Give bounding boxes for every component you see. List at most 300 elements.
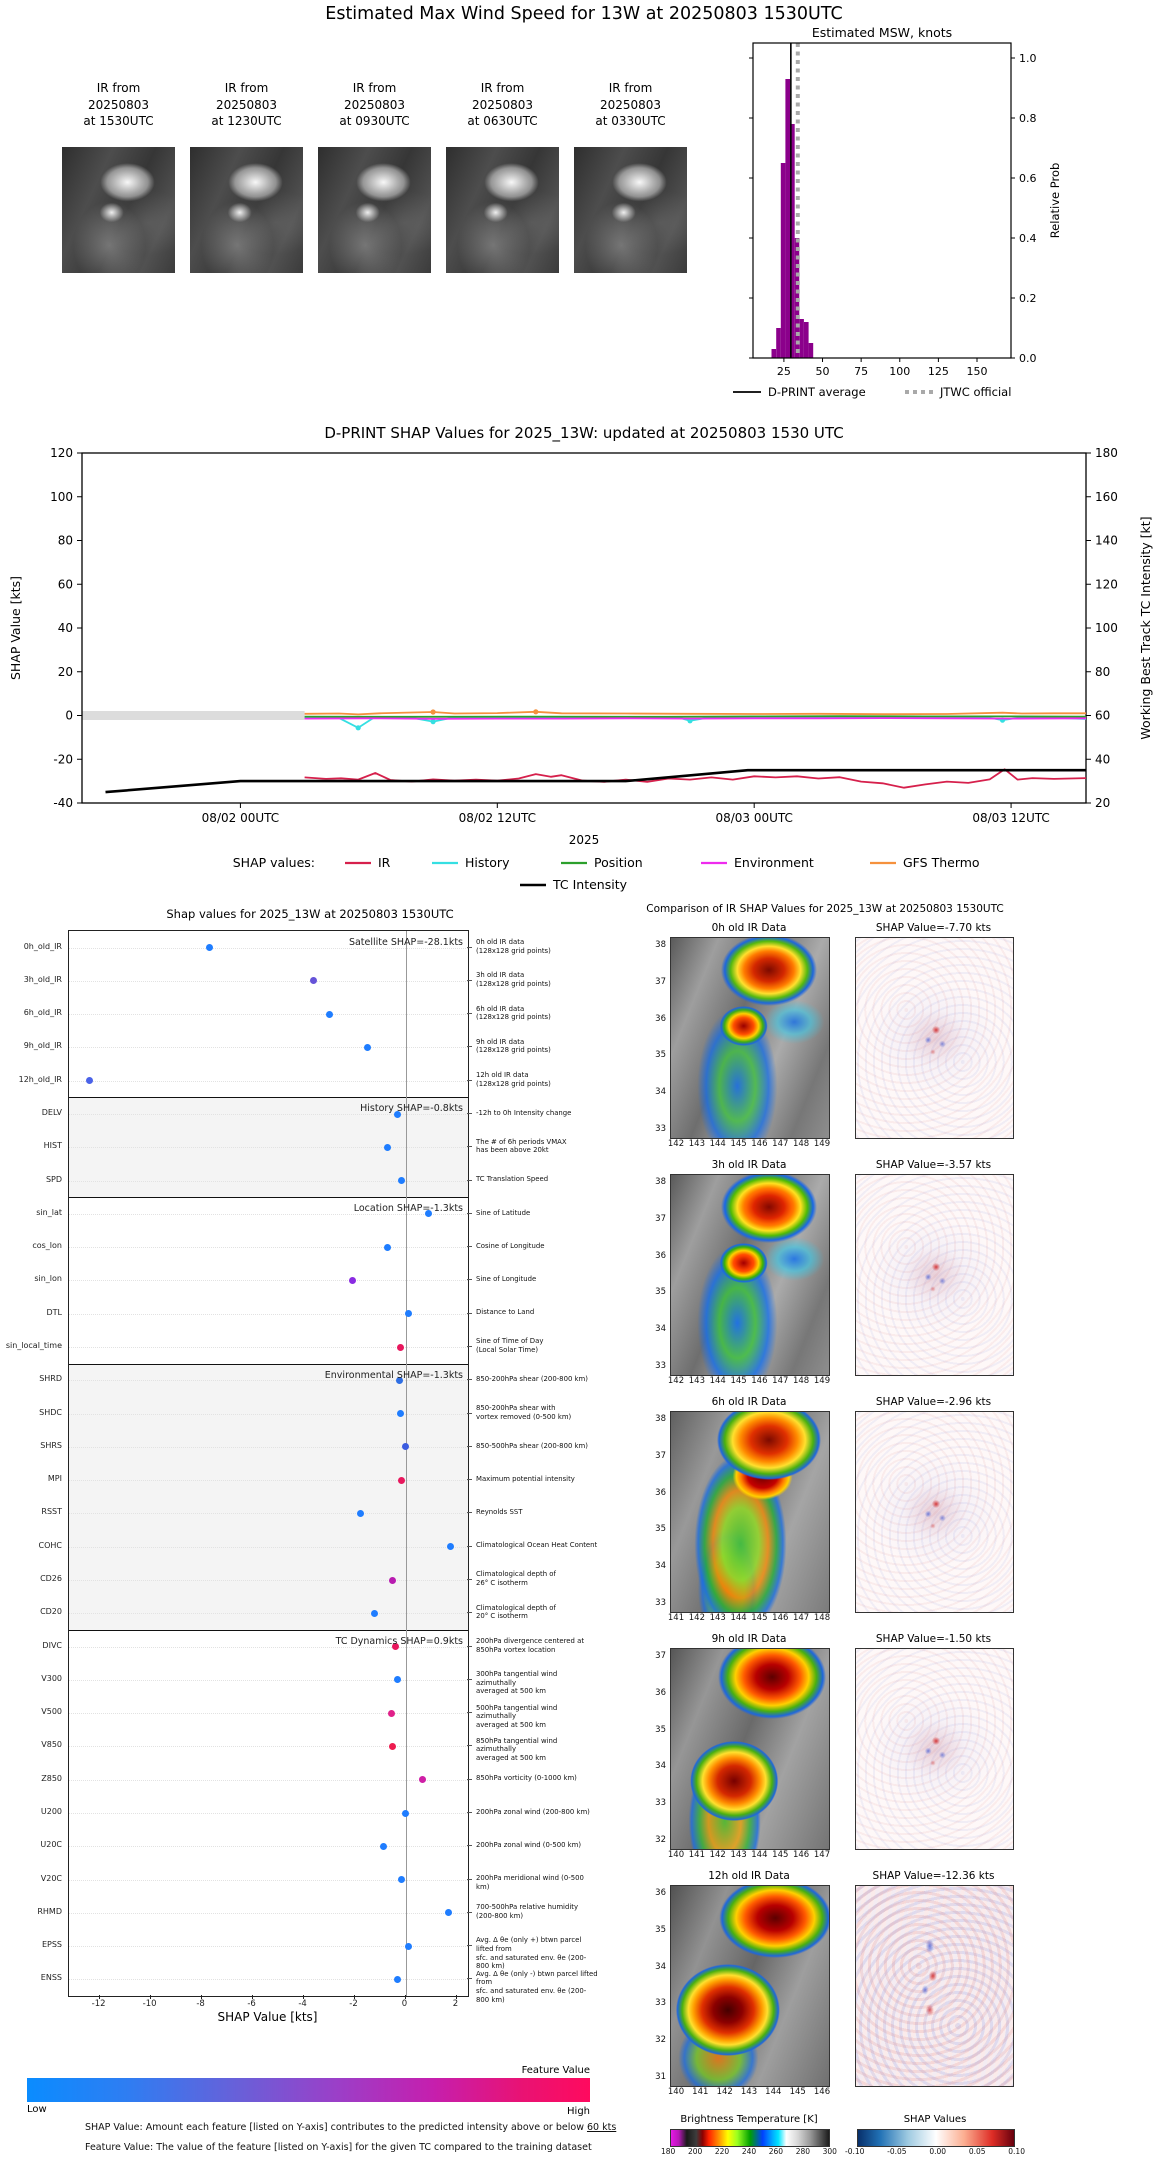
desc-line: Climatological depth of [476,1570,556,1579]
desc-line: 200hPa divergence centered at [476,1636,585,1645]
shap-cb-tick-label: 0.10 [1008,2147,1025,2156]
lon-tick-label: 143 [688,1376,705,1386]
hist-bar [785,79,790,358]
feature-label-DELV: DELV [41,1108,62,1118]
feature-label-EPSS: EPSS [41,1940,62,1950]
ir-panel-title: 3h old IR Data [711,1159,787,1171]
shap-image [855,1648,1014,1850]
lon-tick-label: 145 [772,1850,789,1860]
xtick-label: -12 [91,1999,106,2009]
lat-tick-label: 35 [655,1050,666,1061]
desc-line: Cosine of Longitude [476,1241,545,1250]
caption-line: IR from [480,81,525,95]
ir-thumbnail [190,80,303,275]
lon-tick-label: 145 [730,1376,747,1386]
feature-label-SPD: SPD [45,1174,62,1184]
shap-dot-EPSS [405,1943,412,1950]
feature-label-V300: V300 [41,1673,62,1683]
ts-frame [82,453,1086,803]
lat-tick-label: 33 [655,1998,666,2009]
desc-line: 300hPa tangential wind azimuthally [476,1670,558,1687]
legend-label-jtwc: JTWC official [940,385,1012,399]
hist-ylabel-right: Relative Prob [1048,162,1062,239]
shap-image [855,1411,1014,1613]
feature-label-DTL: DTL [46,1307,62,1317]
lon-tick-label: 143 [688,1139,705,1149]
xtick-label: 08/03 12UTC [972,811,1050,825]
lat-tick-label: 33 [655,1798,666,1809]
desc-tick-mark [467,1479,472,1480]
lat-tick-label: 38 [655,1177,666,1187]
desc-tick-mark [467,1612,472,1613]
shap-panel-title: SHAP Value=-2.96 kts [875,1396,992,1408]
shap-cb-tick-label: 0.00 [929,2147,947,2156]
lon-tick-label: 142 [716,2087,733,2097]
row-gridline [69,1680,468,1681]
desc-line: 700-500hPa relative humidity [476,1903,579,1912]
series-line-TC Intensity [106,770,1087,792]
shap-dot-CD26 [389,1577,396,1584]
caption-line: at 0630UTC [467,114,538,128]
desc-line: Avg. Δ θe (only +) btwn parcel lifted from [476,1936,582,1954]
caption-line: at 1530UTC [83,114,154,128]
xtick-label: 08/02 00UTC [201,811,280,825]
desc-tick-mark [467,1346,472,1347]
desc-tick-mark [467,1679,472,1680]
series-marker [431,709,436,714]
lat-tick-label: 35 [655,1524,666,1535]
ir-image [670,1648,830,1850]
ytick-label-left: -40 [53,796,73,810]
feature-label-SHRS: SHRS [40,1440,62,1450]
legend-label-TC-Intensity: TC Intensity [553,877,628,892]
lat-tick-label: 34 [655,1761,666,1772]
feature-label-Z850: Z850 [41,1773,62,1783]
xtick-label: -6 [247,1999,256,2009]
lon-tick-label: 144 [730,1613,747,1623]
ir-shap-comparison-section [520,895,1168,2158]
desc-line: sfc. and saturated env. θe (200-800 km) [476,1953,587,1971]
desc-line: vortex removed (0-500 km) [476,1412,572,1421]
section-annotation-TC-Dynamics: TC Dynamics SHAP=0.9kts [335,1635,463,1647]
feature-label-6h_old_IR: 6h_old_IR [23,1008,62,1018]
lat-tick-label: 35 [655,1287,666,1298]
lon-tick-label: 145 [730,1139,747,1149]
lon-tick-label: 141 [692,2087,709,2097]
row-gridline [69,1181,468,1182]
ir-thumbnail-caption [190,80,303,130]
ir-image [670,1411,830,1613]
caption-line: IR from [352,81,397,95]
ytick-label: 1.0 [1019,52,1037,65]
bt-tick-label: 300 [822,2147,837,2156]
hist-title: Estimated MSW, knots [811,25,953,40]
row-gridline [69,981,468,982]
comparison-row-3 [520,1633,1168,1870]
feature-label-ENSS: ENSS [40,1973,62,1983]
msw-histogram [700,24,1168,416]
bt-colorbar-ticks [661,2147,837,2156]
legend-label-History: History [465,855,510,870]
row-gridline [69,1913,468,1914]
hist-bar [781,163,786,358]
ytick-label-right: 120 [1095,577,1118,592]
bt-tick-label: 200 [687,2147,703,2156]
desc-line: Sine of Latitude [476,1208,531,1217]
ir-thumbnail [62,80,175,275]
series-line-Position [305,716,1086,717]
shap-image [855,1174,1014,1376]
xtick-label: 150 [966,365,988,378]
lon-tick-label: 145 [789,2087,806,2097]
lon-tick-label: 144 [765,2087,782,2097]
desc-line: sfc. and saturated env. θe (200-800 km) [476,1986,587,2004]
desc-tick-mark [467,1978,472,1979]
lat-tick-label: 33 [655,1124,666,1134]
row-gridline [69,1846,468,1847]
xtick-label: 100 [889,365,911,378]
shap-dot-SHDC [397,1410,404,1417]
feature-label-CD20: CD20 [40,1607,62,1617]
ytick-label-left: 40 [57,621,73,635]
caption-line: 20250803 [87,97,150,112]
shap-dot-Z850 [419,1776,426,1783]
desc-tick-mark [467,1013,472,1014]
legend-title: SHAP values: [232,855,315,870]
ir-thumbnail-caption [574,80,687,130]
lon-tick-label: 143 [730,1850,747,1860]
shap-dot-COHC [447,1543,454,1550]
xtick-label: 0 [401,1999,408,2009]
xtick-label: 125 [927,365,949,378]
comparison-row-4 [520,1870,1168,2107]
ir-thumbnail-caption [318,80,431,130]
lat-tick-label: 33 [655,1361,666,1371]
desc-tick-mark [467,1812,472,1813]
bt-colorbar [670,2129,830,2147]
desc-tick-mark [467,1779,472,1780]
desc-tick-mark [467,1745,472,1746]
hist-bar [799,319,804,358]
timeseries-title: D-PRINT SHAP Values for 2025_13W: updated at 20250803 1530 UTC [324,424,844,442]
bt-colorbar-title: Brightness Temperature [K] [680,2114,818,2125]
desc-line: TC Translation Speed [476,1175,549,1184]
legend-label-IR: IR [378,855,391,870]
lon-tick-label: 143 [709,1613,726,1623]
desc-line: averaged at 500 km [476,1687,546,1696]
ytick-label-right: 80 [1095,664,1111,679]
desc-tick-mark [467,1146,472,1147]
colorbar-high-label: High [567,2106,590,2117]
desc-line: averaged at 500 km [476,1753,546,1762]
bt-tick-label: 260 [768,2147,784,2156]
lon-tick-label: 146 [751,1139,768,1149]
ir-image [670,937,830,1139]
shap-dot-HIST [384,1144,391,1151]
ts-ylabel-left: SHAP Value [kts] [8,575,23,681]
series-line-IR [305,769,1086,787]
feature-label-0h_old_IR: 0h_old_IR [23,941,62,951]
desc-tick-mark [467,1246,472,1247]
bt-tick-label: 240 [741,2147,757,2156]
ytick-label: 0.2 [1019,292,1037,305]
desc-line: (128x128 grid points) [476,946,551,955]
lat-tick-label: 36 [655,1487,666,1498]
lat-tick-label: 38 [655,1414,666,1424]
feature-label-3h_old_IR: 3h_old_IR [23,974,62,984]
row-gridline [69,1746,468,1747]
lon-tick-label: 147 [792,1613,810,1623]
feature-label-SHDC: SHDC [39,1407,62,1417]
feature-label-cos_lon: cos_lon [32,1241,62,1251]
legend-label-Environment: Environment [734,855,814,870]
row-gridline [69,1513,468,1514]
colorbar-low-label: Low [27,2104,47,2115]
lon-tick-label: 146 [792,1850,810,1860]
lat-tick-label: 37 [655,976,666,987]
shap-dot-0h_old_IR [206,944,213,951]
shap-cb-tick-label: 0.05 [968,2147,986,2156]
bt-tick-label: 180 [661,2147,676,2156]
caption-line: 20250803 [471,97,534,112]
row-gridline [69,1414,468,1415]
desc-line: 12h old IR data [476,1071,529,1080]
ytick-label-right: 140 [1095,533,1118,548]
lon-tick-label: 146 [813,2087,831,2097]
ytick-label-right: 100 [1095,621,1118,635]
ytick-label-left: -20 [53,752,73,767]
lat-tick-label: 32 [655,2035,666,2046]
ytick-label-right: 60 [1095,708,1111,723]
section-annotation-History: History SHAP=-0.8kts [360,1103,463,1115]
lat-tick-label: 31 [655,2072,666,2082]
ir-thumbnail-strip [0,0,720,300]
section-annotation-Location: Location SHAP=-1.3kts [353,1203,463,1215]
dotplot-title: Shap values for 2025_13W at 20250803 1530UTC [166,907,454,921]
feature-label-sin_lat: sin_lat [36,1207,62,1217]
xtick-label: -4 [298,1999,307,2009]
caption-line: 20250803 [343,97,406,112]
lat-tick-label: 35 [655,1724,666,1735]
shap-colorbar [857,2129,1015,2147]
hist-bar [776,328,781,358]
ytick-label-right: 20 [1095,796,1111,810]
ir-panel-title: 12h old IR Data [708,1870,790,1882]
ir-thumbnail-caption [446,80,559,130]
row-gridline [69,1880,468,1881]
ir-thumbnail-image [318,147,431,273]
ir-image [670,1174,830,1376]
feature-label-HIST: HIST [43,1141,62,1151]
feature-label-CD26: CD26 [40,1573,62,1583]
shap-panel-title: SHAP Value=-1.50 kts [875,1633,992,1645]
feature-label-sin_local_time: sin_local_time [5,1341,62,1351]
lat-tick-label: 38 [655,940,666,950]
ir-image [670,1885,830,2087]
ytick-label-right: 160 [1095,489,1118,504]
desc-tick-mark [467,1512,472,1513]
ir-panel-title: 6h old IR Data [711,1396,787,1408]
lon-tick-label: 148 [813,1613,831,1623]
desc-line: Distance to Land [476,1308,535,1317]
row-gridline [69,1147,468,1148]
comparison-row-1 [520,1159,1168,1396]
ir-thumbnail-image [62,147,175,273]
shap-cb-tick-label: -0.05 [887,2147,907,2156]
desc-tick-mark [467,1945,472,1946]
lon-tick-label: 144 [709,1139,726,1149]
ir-panel-title: 0h old IR Data [711,922,787,934]
ir-thumbnail-image [574,147,687,273]
desc-line: 3h old IR data [476,971,525,980]
feature-label-RSST: RSST [41,1507,62,1517]
desc-tick-mark [467,1546,472,1547]
shap-panel-title: SHAP Value=-3.57 kts [875,1159,992,1171]
shap-dot-sin_local_time [397,1344,404,1351]
lon-tick-label: 144 [751,1850,768,1860]
bt-tick-label: 280 [795,2147,811,2156]
desc-line: 200hPa meridional wind (0-500 km) [476,1874,584,1891]
section-annotation-Environmental: Environmental SHAP=-1.3kts [324,1369,463,1381]
shap-panel-title: SHAP Value=-12.36 kts [872,1870,995,1882]
series-marker [533,709,538,714]
page-title: Estimated Max Wind Speed for 13W at 20250803 1530UTC [325,4,843,24]
bt-tick-label: 220 [714,2147,730,2156]
feature-value-colorbar [27,2078,590,2102]
desc-tick-mark [467,1113,472,1114]
caption-line: at 0930UTC [339,114,410,128]
shap-colorbar-ticks [845,2147,1025,2156]
section-divider [69,1364,468,1365]
zero-line [406,931,407,1996]
shap-cb-tick-label: -0.10 [845,2147,865,2156]
desc-tick-mark [467,1213,472,1214]
desc-tick-mark [467,1279,472,1280]
ytick-label-left: 0 [65,708,73,723]
shap-image [855,1885,1014,2087]
footnote-underlined: 60 kts [586,2122,617,2133]
ytick-label-left: 100 [50,489,73,504]
xtick-label: 75 [854,365,869,378]
section-band-Environmental [69,1364,468,1630]
xtick-label: 08/02 12UTC [458,811,537,825]
lat-tick-label: 32 [655,1835,666,1845]
desc-line: 850-200hPa shear (200-800 km) [476,1374,588,1383]
desc-tick-mark [467,1712,472,1713]
series-marker [431,719,436,724]
desc-line: 26° C isotherm [476,1578,528,1587]
lon-tick-label: 147 [813,1850,831,1860]
ytick-label-left: 120 [50,446,73,460]
lon-tick-label: 149 [813,1139,831,1149]
desc-line: -12h to 0h Intensity change [476,1108,572,1117]
lat-tick-label: 36 [655,1013,666,1024]
zero-band [82,711,305,720]
lat-tick-label: 35 [655,1924,666,1935]
lon-tick-label: 142 [688,1613,705,1623]
row-gridline [69,1081,468,1082]
legend-label-Position: Position [594,855,643,870]
ytick-label-left: 60 [57,577,73,592]
lat-tick-label: 33 [655,1598,666,1608]
desc-line: averaged at 500 km [476,1720,546,1729]
lat-tick-label: 36 [655,1250,666,1261]
hist-bar [772,349,777,358]
shap-dot-cos_lon [384,1244,391,1251]
desc-line: (128x128 grid points) [476,1013,551,1022]
legend-label-dprint: D-PRINT average [768,385,866,399]
feature-label-DIVC: DIVC [42,1640,62,1650]
xtick-label: 2 [452,1999,459,2009]
desc-tick-mark [467,1579,472,1580]
lon-tick-label: 146 [751,1376,768,1386]
lat-tick-label: 37 [655,1213,666,1224]
series-line-Environment [305,718,1086,719]
caption-line: 20250803 [599,97,662,112]
desc-line: 20° C isotherm [476,1612,528,1621]
desc-tick-mark [467,1180,472,1181]
xtick-label: 50 [815,365,830,378]
comparison-title: Comparison of IR SHAP Values for 2025_13W at 20250803 1530UTC [646,903,1004,915]
legend-label-GFS Thermo: GFS Thermo [903,855,980,870]
series-line-GFS Thermo [305,712,1086,715]
feature-value-colorbar-title: Feature Value [521,2065,590,2076]
feature-label-V850: V850 [41,1740,62,1750]
caption-line: IR from [96,81,141,95]
desc-tick-mark [467,947,472,948]
desc-line: has been above 20kt [476,1146,549,1155]
row-gridline [69,1547,468,1548]
desc-tick-mark [467,1646,472,1647]
comparison-row-0 [520,922,1168,1159]
ir-thumbnail-image [190,147,303,273]
desc-line: Sine of Longitude [476,1275,537,1284]
dotplot-box [68,930,469,1997]
xtick-label: -10 [142,1999,157,2009]
desc-line: The # of 6h periods VMAX [476,1137,567,1146]
shap-dot-U200 [402,1810,409,1817]
lat-tick-label: 34 [655,1324,666,1335]
shap-dot-9h_old_IR [364,1044,371,1051]
lon-tick-label: 145 [751,1613,768,1623]
desc-line: (128x128 grid points) [476,1079,551,1088]
ir-panel-title: 9h old IR Data [711,1633,787,1645]
shap-timeseries [0,420,1168,895]
desc-line: Avg. Δ θe (only -) btwn parcel lifted from [476,1969,598,1987]
shap-dot-MPI [398,1477,405,1484]
shap-dot-V500 [388,1710,395,1717]
lon-tick-label: 142 [667,1376,685,1386]
lon-tick-label: 141 [667,1613,685,1623]
caption-line: 20250803 [215,97,278,112]
desc-tick-mark [467,1413,472,1414]
lat-tick-label: 36 [655,1888,666,1898]
section-annotation-Satellite: Satellite SHAP=-28.1kts [348,937,463,948]
ir-thumbnail [574,80,687,275]
ts-xlabel: 2025 [568,833,600,847]
xtick-label: -8 [196,1999,205,2009]
desc-line: 850hPa vorticity (0-1000 km) [476,1774,577,1783]
ir-thumbnail-image [446,147,559,273]
lon-tick-label: 146 [772,1613,789,1623]
shap-panel-title: SHAP Value=-7.70 kts [875,922,992,934]
caption-line: IR from [608,81,653,95]
row-gridline [69,1347,468,1348]
series-marker [356,725,361,730]
xtick-label: -2 [349,1999,358,2009]
caption-line: IR from [224,81,269,95]
lat-tick-label: 37 [655,1450,666,1461]
